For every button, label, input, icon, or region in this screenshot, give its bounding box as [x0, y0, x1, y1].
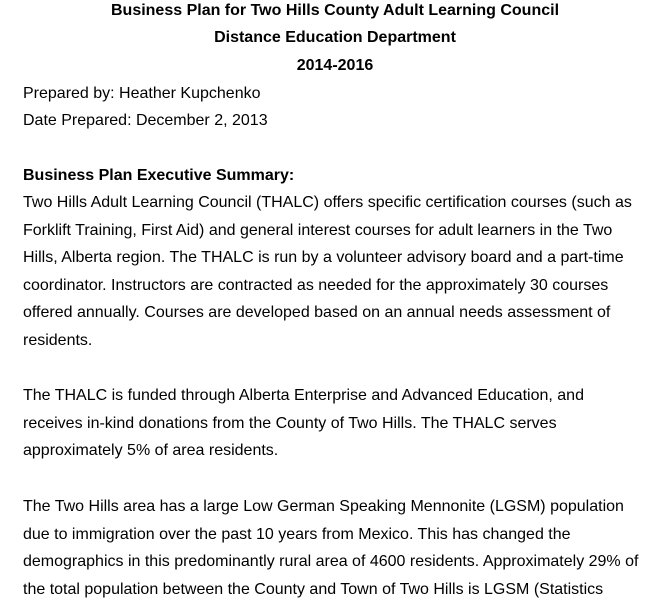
paragraph-line: The THALC is funded through Alberta Enterprise and Advanced Education, and	[23, 386, 653, 414]
paragraph-line: The Two Hills area has a large Low German Speaking Mennonite (LGSM) population	[23, 497, 653, 525]
date-prepared: Date Prepared: December 2, 2013	[23, 111, 268, 131]
paragraph-line: offered annually. Courses are developed based on an annual needs assessment of	[23, 303, 653, 331]
document-title: Business Plan for Two Hills County Adult Learning Council	[0, 1, 654, 21]
paragraph-line: residents.	[23, 331, 653, 359]
paragraph-demographics	[23, 497, 653, 607]
paragraph-intro	[23, 193, 653, 358]
paragraph-line: demographics in this predominantly rural area of 4600 residents. Approximately 29% of	[23, 552, 653, 580]
paragraph-line: due to immigration over the past 10 years from Mexico. This has changed the	[23, 525, 653, 553]
paragraph-line: receives in-kind donations from the County of Two Hills. The THALC serves	[23, 414, 653, 442]
paragraph-line: the total population between the County and Town of Two Hills is LGSM (Statistics	[23, 580, 653, 607]
document-date-range: 2014-2016	[0, 56, 654, 76]
paragraph-funding	[23, 386, 653, 469]
paragraph-line: approximately 5% of area residents.	[23, 441, 653, 469]
paragraph-line: Hills, Alberta region. The THALC is run by a volunteer advisory board and a part-time	[23, 248, 653, 276]
paragraph-line: coordinator. Instructors are contracted as needed for the approximately 30 courses	[23, 276, 653, 304]
document-subtitle: Distance Education Department	[0, 28, 654, 48]
paragraph-line: Two Hills Adult Learning Council (THALC) offers specific certification courses (such as	[23, 193, 653, 221]
paragraph-line: Forklift Training, First Aid) and general interest courses for adult learners in the Two	[23, 221, 653, 249]
prepared-by: Prepared by: Heather Kupchenko	[23, 84, 260, 104]
summary-heading: Business Plan Executive Summary:	[23, 166, 294, 186]
